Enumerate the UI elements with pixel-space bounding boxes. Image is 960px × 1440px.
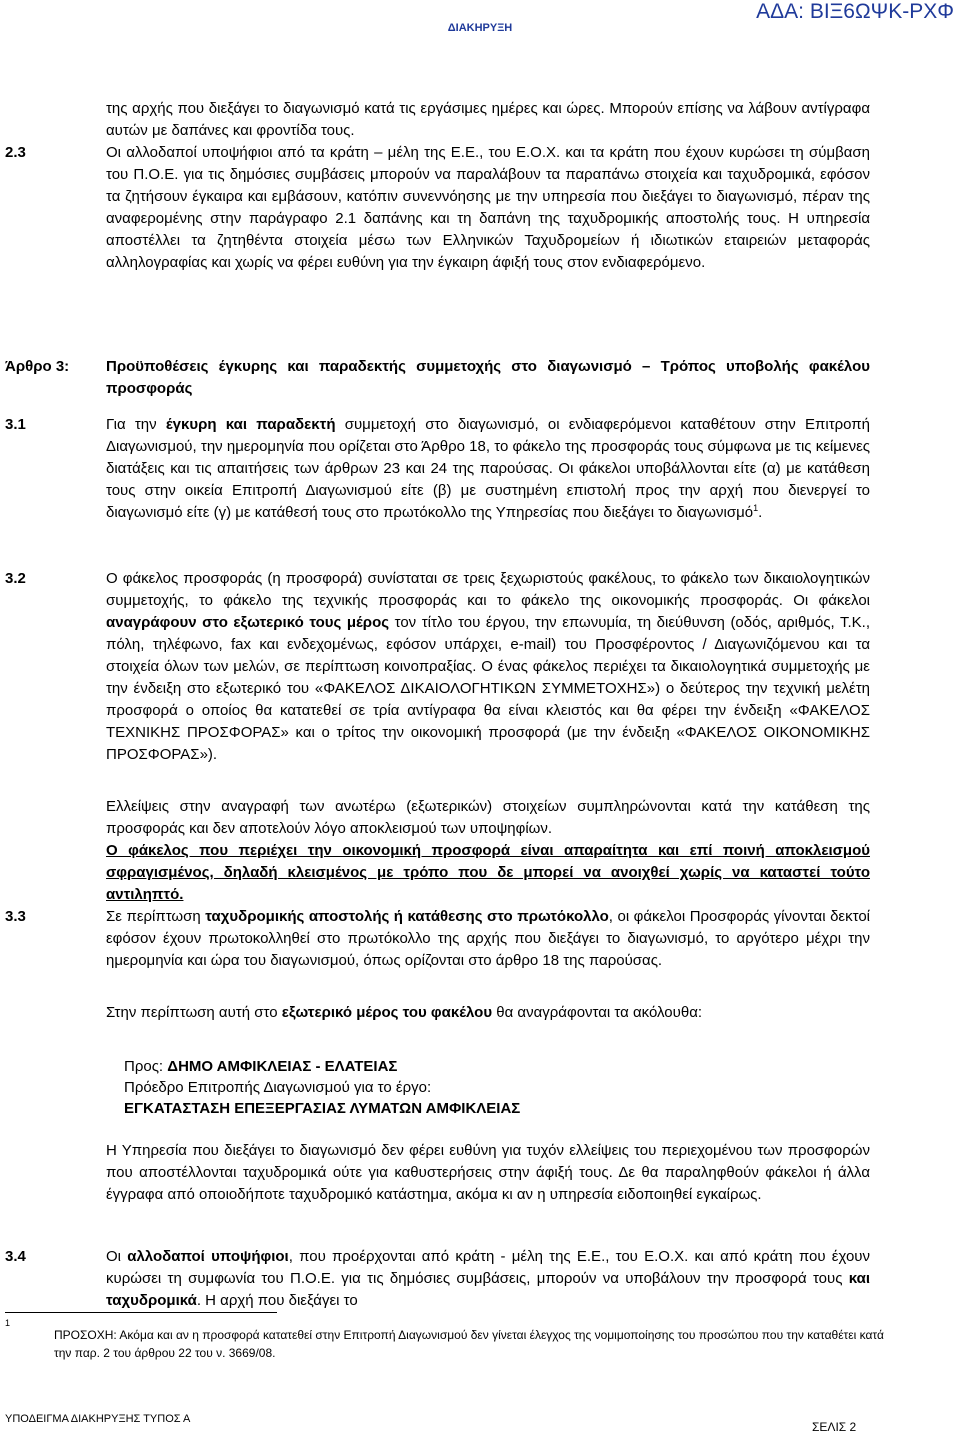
footnote-separator (5, 1312, 277, 1313)
footer-template-label: ΥΠΟΔΕΙΓΜΑ ΔΙΑΚΗΡΥΞΗΣ ΤΥΠΟΣ Α (5, 1413, 191, 1425)
section-3-2-text: Ο φάκελος προσφοράς (η προσφορά) συνίσταται σε τρεις ξεχωριστούς φακέλους, το φάκελο των δικαιολογητικών συμμετοχής, το φάκελο της τεχνικής προσφοράς και το φάκελο της οικονομικής προσφοράς. Οι φάκελοι αναγράφουν στο εξωτερικό τους μέρος τον τίτλο του έργου, την επωνυμία, τη διεύθυνση (οδός, αριθμός, Τ.Κ., πόλη, τηλέφωνο, fax και ενδεχομένως, εφόσον υπάρχει, e-mail) του Προσφέροντος / Διαγωνιζόμενου και τα στοιχεία όλων των μελών, σε περίπτωση κοινοπραξίας. Ο ένας φάκελος περιέχει τα δικαιολογητικά συμμετοχής με την ένδειξη στο εξωτερικό του «ΦΑΚΕΛΟΣ ΔΙΚΑΙΟΛΟΓΗΤΙΚΩΝ ΣΥΜΜΕΤΟΧΗΣ») ο δεύτερος την τεχνική μελέτη προσφορά ο οποίος θα κατατεθεί σε τρία αντίγραφα θα είναι κλειστός και θα φέρει την ένδειξη «ΦΑΚΕΛΟΣ ΤΕΧΝΙΚΗΣ ΠΡΟΣΦΟΡΑΣ» και ο τρίτος την οικονομική προσφορά (με την ένδειξη «ΦΑΚΕΛΟΣ ΟΙΚΟΝΟΜΙΚΗΣ ΠΡΟΣΦΟΡΑΣ»). (106, 570, 870, 763)
article-3-title: Προϋποθέσεις έγκυρης και παραδεκτής συμμετοχής στο διαγωνισμό – Τρόπος υποβολής φακέλου προσφοράς (106, 358, 870, 397)
address-project-title: ΕΓΚΑΤΑΣΤΑΣΗ ΕΠΕΞΕΡΓΑΣΙΑΣ ΛΥΜΑΤΩΝ ΑΜΦΙΚΛΕΙΑΣ (124, 1100, 521, 1117)
section-3-3-envelope-note: Στην περίπτωση αυτή στο εξωτερικό μέρος του φακέλου θα αναγράφονται τα ακόλουθα: (106, 1004, 703, 1021)
page-number: ΣΕΛΙΣ 2 (812, 1420, 857, 1434)
section-3-2-sealed-envelope: Ο φάκελος που περιέχει την οικονομική προσφορά είναι απαραίτητα και επί ποινή αποκλεισμού σφραγισμένος, δηλαδή κλεισμένος με τρόπο που δε μπορεί να ανοιχθεί χωρίς να καταστεί τούτο αντιληπτό. (106, 842, 870, 903)
document-type-header: ΔΙΑΚΗΡΥΞΗ (447, 22, 513, 34)
section-3-1-text: Για την έγκυρη και παραδεκτή συμμετοχή στο διαγωνισμό, οι ενδιαφερόμενοι καταθέτουν στην Επιτροπή Διαγωνισμού, την ημερομηνία που ορίζεται στο Άρθρο 18, το φάκελο της προσφοράς τους σύμφωνα με τις κείμενες διατάξεις και τις απαιτήσεις των άρθρων 23 και 24 της παρούσας. Οι φάκελοι υποβάλλονται είτε (α) με κατάθεση τους στην οικεία Επιτροπή Διαγωνισμού είτε (β) με συστημένη επιστολή προς την αρχή που διενεργεί το διαγωνισμό είτε (γ) με κατάθεσή τους στο πρωτόκολλο της Υπηρεσίας που διεξάγει το διαγωνισμό$^1$. (106, 416, 870, 521)
ada-code: ΑΔΑ: ΒΙΞ6ΩΨΚ-ΡΧΦ (756, 0, 954, 23)
section-3-3-liability: Η Υπηρεσία που διεξάγει το διαγωνισμό δεν φέρει ευθύνη για τυχόν ελλείψεις του περιεχομένου των προσφορών που αποστέλλονται ταχυδρομικά ούτε για καθυστερήσεις στην άφιξή τους. Δε θα παραληφθούν φάκελοι ή άλλα έγγραφα από οποιοδήποτε ταχυδρομικό κατάστημα, ακόμα κι αν η υπηρεσία ειδοποιηθεί εγκαίρως. (106, 1142, 870, 1203)
intro-paragraph: της αρχής που διεξάγει το διαγωνισμό κατά τις εργάσιμες ημέρες και ώρες. Μπορούν επίσης να λάβουν αντίγραφα αυτών με δαπάνες και φροντίδα τους. (106, 100, 870, 139)
address-recipient: Προς: ΔΗΜΟ ΑΜΦΙΚΛΕΙΑΣ - ΕΛΑΤΕΙΑΣ (124, 1058, 398, 1075)
section-3-3-text: Σε περίπτωση ταχυδρομικής αποστολής ή κατάθεσης στο πρωτόκολλο, οι φάκελοι Προσφοράς γίνονται δεκτοί εφόσον έχουν πρωτοκολληθεί στο πρωτόκολλο της αρχής που διεξάγει το διαγωνισμό, το αργότερο μέχρι την ημερομηνία και ώρα του διαγωνισμού, όπως ορίζονται στο άρθρο 18 της παρούσας. (106, 908, 870, 969)
section-3-2-deficiencies: Ελλείψεις στην αναγραφή των ανωτέρω (εξωτερικών) στοιχείων συμπληρώνονται κατά την κατάθεση της προσφοράς και δεν αποτελούν λόγο αποκλεισμού των υποψηφίων. (106, 798, 870, 837)
section-2-3-text: Οι αλλοδαποί υποψήφιοι από τα κράτη – μέλη της Ε.Ε., του Ε.Ο.Χ. και τα κράτη που έχουν κυρώσει τη σύμβαση του Π.Ο.Ε. για τις δημόσιες συμβάσεις μπορούν να παραλάβουν τα παραπάνω στοιχεία και ταχυδρομικά, εφόσον τα ζητήσουν έγκαιρα και εμβάσουν, κατόπιν συνεννόησης με την υπηρεσία που διεξάγει το διαγωνισμό, πέραν της αναφερομένης στην παράγραφο 2.1 δαπάνης και τη δαπάνη της ταχυδρομικής αποστολής τους. Η υπηρεσία αποστέλλει τα ζητηθέντα στοιχεία μέσω των Ελληνικών Ταχυδρομείων ή ιδιωτικών εταιρειών μεταφοράς αλληλογραφίας και χωρίς να φέρει ευθύνη για την έγκαιρη άφιξή τους στον ενδιαφερόμενο. (106, 144, 870, 271)
footnote-number: 1 (5, 1318, 11, 1328)
footnote-reference[interactable]: 1 (753, 503, 759, 513)
section-number-3-2: 3.2 (5, 570, 26, 587)
section-number-3-1: 3.1 (5, 416, 26, 433)
section-3-4-text: Οι αλλοδαποί υποψήφιοι, που προέρχονται από κράτη - μέλη της Ε.Ε., του Ε.Ο.Χ. και από κράτη που έχουν κυρώσει τη συμφωνία του Π.Ο.Ε. για τις δημόσιες συμβάσεις, μπορούν να υποβάλουν την προσφορά τους και ταχυδρομικά. Η αρχή που διεξάγει το (106, 1248, 870, 1309)
footnote-text: ΠΡΟΣΟΧΗ: Ακόμα και αν η προσφορά κατατεθεί στην Επιτροπή Διαγωνισμού δεν γίνεται έλεγχος της νομιμοποίησης του προσώπου που την καταθέτει κατά την παρ. 2 του άρθρου 22 του ν. 3669/08. (54, 1328, 884, 1360)
section-number-3-4: 3.4 (5, 1248, 26, 1265)
address-committee: Πρόεδρο Επιτροπής Διαγωνισμού για το έργο: (124, 1079, 432, 1096)
article-3-label: Άρθρο 3: (5, 358, 70, 375)
section-number-2-3: 2.3 (5, 144, 26, 161)
section-number-3-3: 3.3 (5, 908, 26, 925)
